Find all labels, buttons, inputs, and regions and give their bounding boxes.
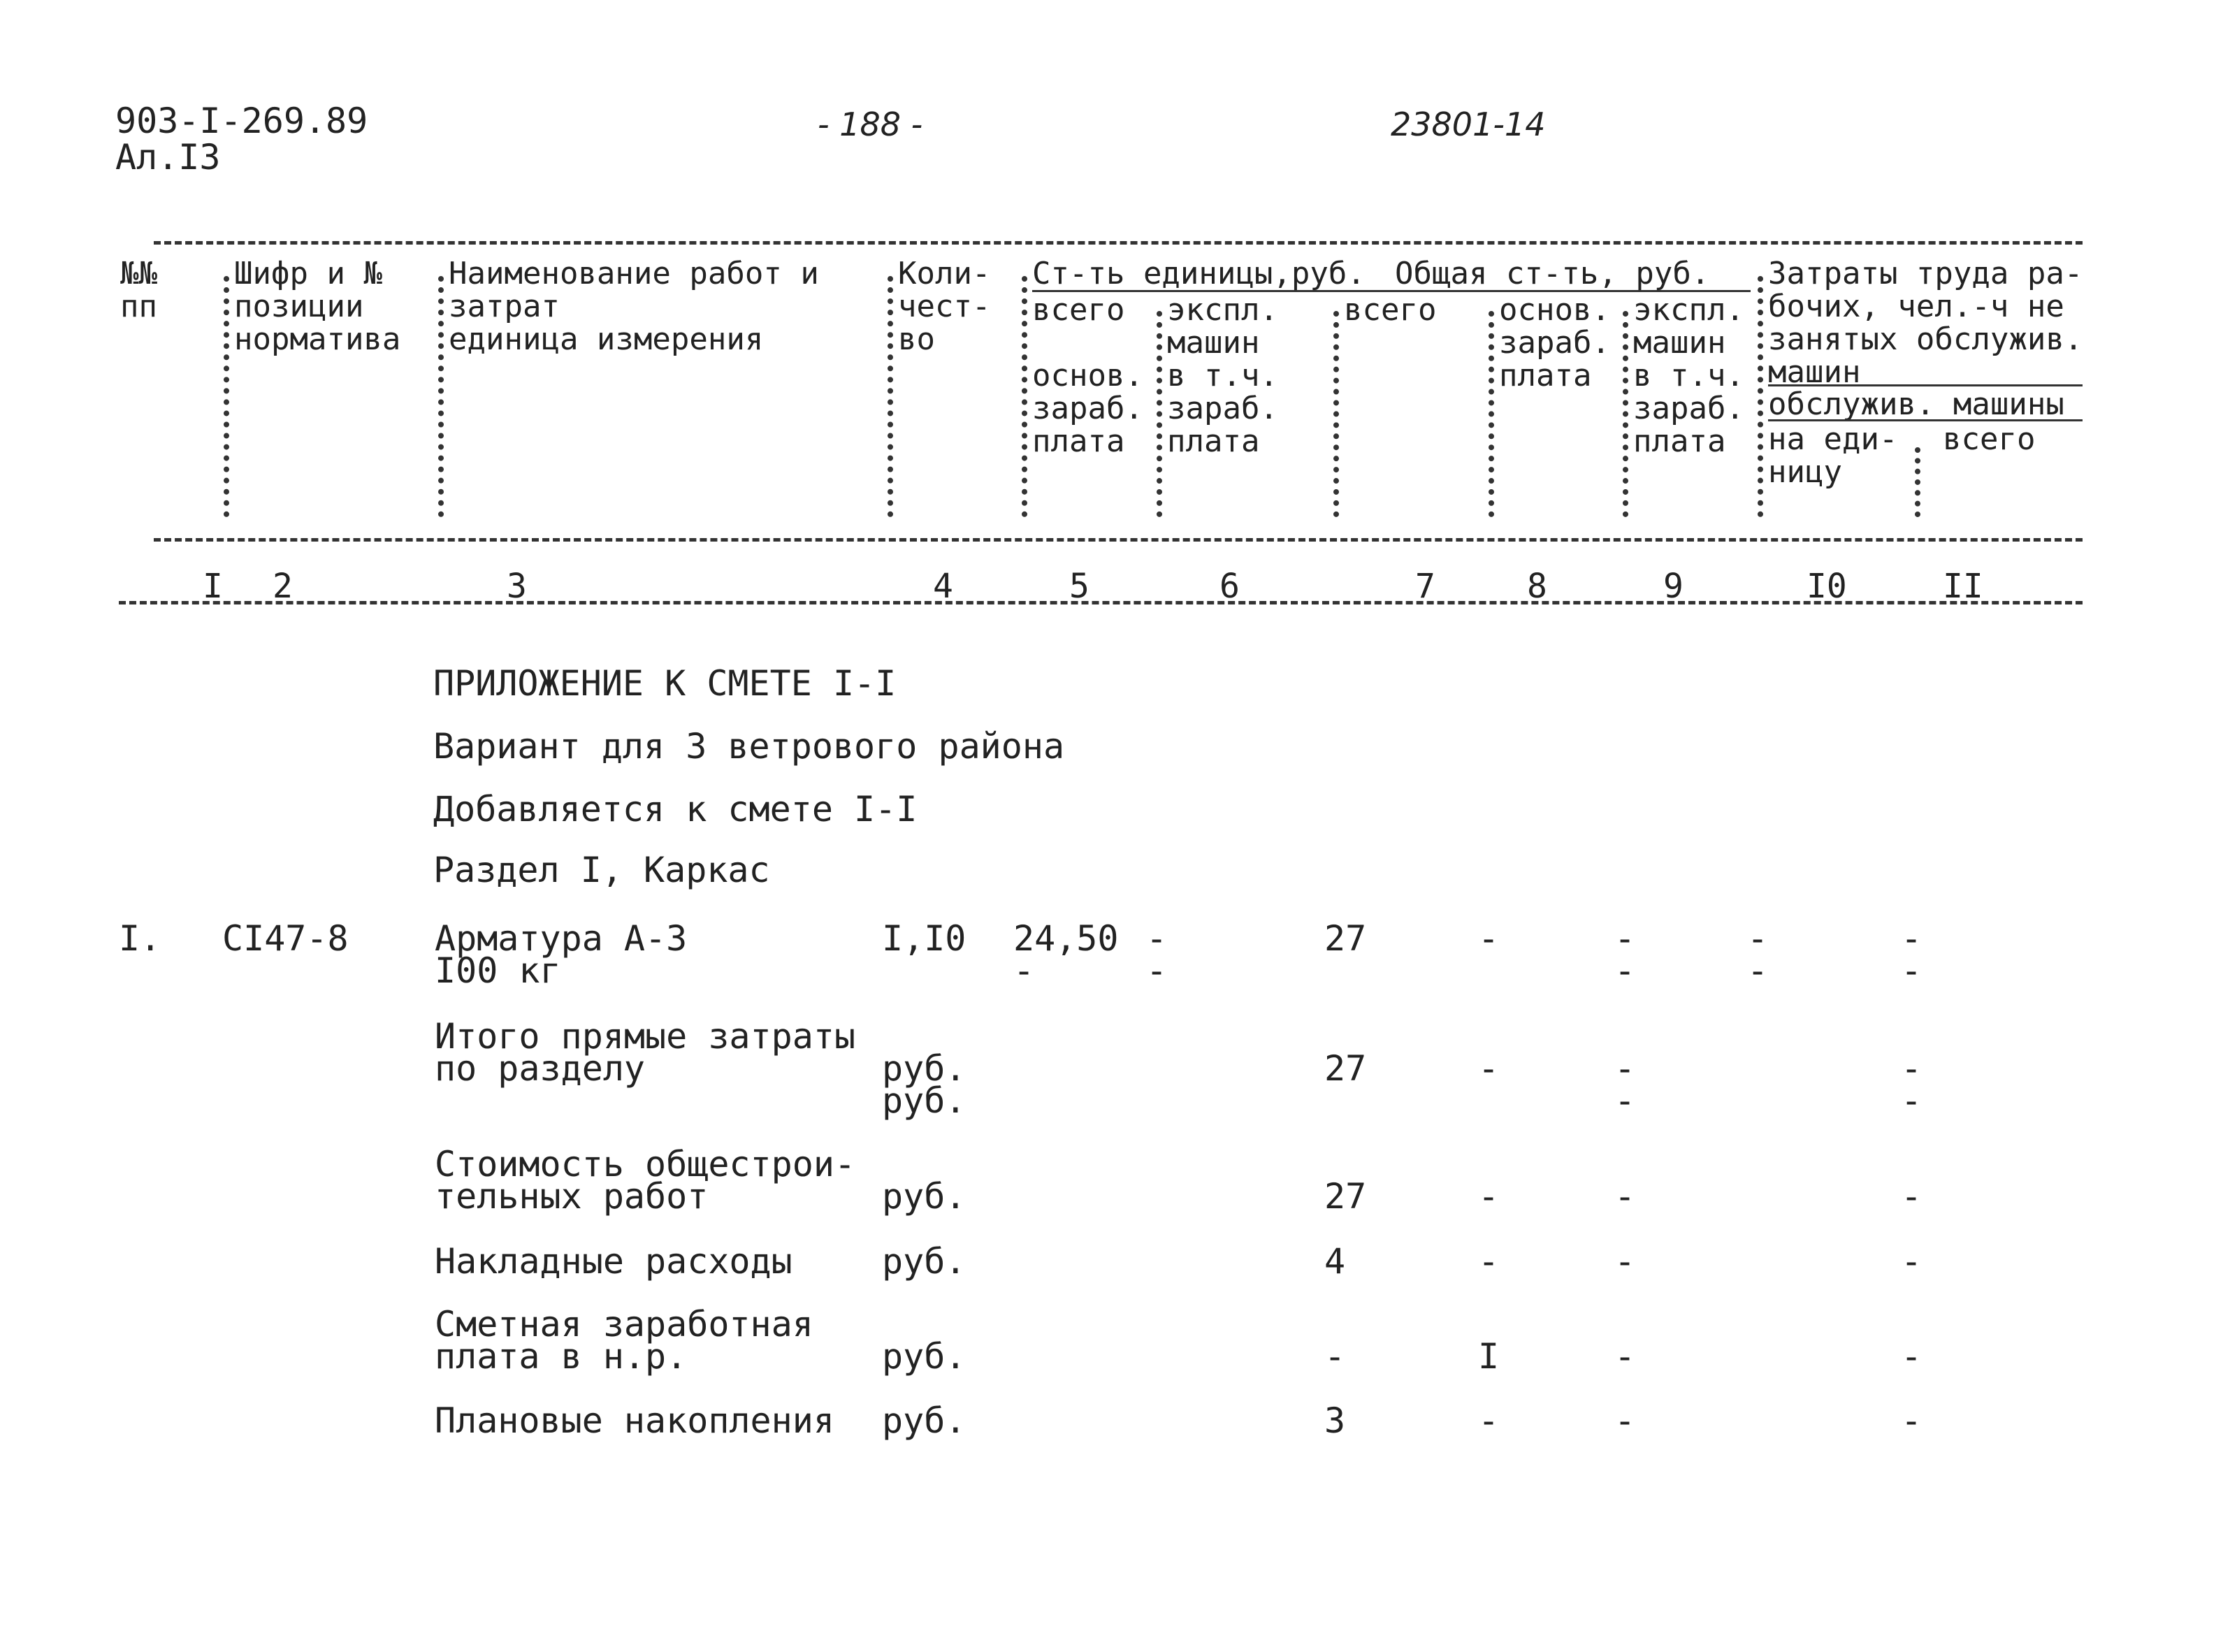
row-3-labor-total: - (1901, 1176, 1923, 1217)
row-5-total-wages: I (1478, 1336, 1500, 1377)
row-6-name: Плановые накопления (435, 1400, 834, 1441)
added-to-estimate-heading: Добавляется к смете I-I (433, 789, 918, 829)
header-labor-group: Затраты труда ра- бочих, чел.-ч не занятых обслужив. машин (1768, 256, 2083, 390)
row-1-code: CI47-8 (222, 918, 349, 959)
column-number-6: 6 (1219, 567, 1240, 606)
row-2-total-wages: - (1478, 1048, 1500, 1089)
row-1-total: 27 (1324, 918, 1367, 959)
row-4-labor-total: - (1901, 1241, 1923, 1282)
column-number-10: I0 (1807, 567, 1847, 606)
row-3-unit: руб. (882, 1176, 966, 1217)
row-3-total-wages: - (1478, 1176, 1500, 1217)
row-4-unit: руб. (882, 1241, 966, 1282)
col-separator-11 (1915, 447, 1926, 517)
header-col-1: №№ пп (120, 256, 157, 324)
header-col-8: основ. зараб. плата (1499, 292, 1610, 393)
col-separator-2 (224, 276, 235, 517)
header-total-cost-group: Общая ст-ть, руб. (1395, 256, 1710, 291)
row-6-total-machines: - (1614, 1400, 1636, 1441)
header-top-rule (154, 241, 2083, 245)
col-separator-5 (1022, 276, 1033, 517)
column-number-7: 7 (1415, 567, 1435, 606)
col-separator-4 (888, 276, 899, 517)
header-col-2: Шифр и № позиции норматива (234, 256, 401, 357)
row-4-total-machines: - (1614, 1241, 1636, 1282)
page-number: - 188 - (818, 106, 923, 143)
section-heading: Раздел I, Каркас (433, 850, 770, 890)
row-1-total-wages: - (1478, 918, 1500, 959)
col-separator-10 (1758, 276, 1769, 517)
row-2-unit: руб. руб. (882, 1048, 966, 1121)
col-separator-9 (1623, 311, 1634, 517)
column-number-1: I (203, 567, 223, 606)
appendix-heading: ПРИЛОЖЕНИЕ К СМЕТЕ I-I (433, 663, 897, 704)
row-5-unit: руб. (882, 1336, 966, 1377)
column-number-2: 2 (273, 567, 293, 606)
column-number-4: 4 (933, 567, 953, 606)
column-number-8: 8 (1527, 567, 1547, 606)
header-col-9: экспл. машин в т.ч. зараб. плата (1633, 292, 1744, 459)
row-1-labor-per-unit: - - (1747, 918, 1769, 991)
row-3-total-machines: - (1614, 1176, 1636, 1217)
column-number-9: 9 (1663, 567, 1684, 606)
col-separator-3 (438, 276, 449, 517)
header-bottom-rule (154, 538, 2083, 542)
row-5-total-machines: - (1614, 1336, 1636, 1377)
archive-number: 23801-14 (1391, 106, 1546, 143)
row-1-quantity: I,I0 (882, 918, 966, 959)
row-5-name: Сметная заработная плата в н.р. (435, 1304, 813, 1377)
row-3-name: Стоимость общестрои- тельных работ (435, 1144, 856, 1217)
header-col-10: на еди- ницу (1768, 421, 1898, 490)
row-1-unit-machines: - - (1146, 918, 1168, 991)
row-1-total-machines: - - (1614, 918, 1636, 991)
variant-heading: Вариант для 3 ветрового района (433, 726, 1065, 767)
row-1-labor-total: - - (1901, 918, 1923, 991)
header-col-6: экспл. машин в т.ч. зараб. плата (1167, 292, 1278, 459)
row-1-number: I. (119, 918, 161, 959)
row-1-unit-total: 24,50 - (1013, 918, 1119, 991)
row-6-labor-total: - (1901, 1400, 1923, 1441)
column-number-3: 3 (507, 567, 527, 606)
header-labor-subgroup: обслужив. машины (1768, 386, 2064, 422)
header-col-3: Наименование работ и затрат единица измерения (449, 256, 819, 357)
row-6-total-wages: - (1478, 1400, 1500, 1441)
row-5-labor-total: - (1901, 1336, 1923, 1377)
row-2-total-machines: - - (1614, 1048, 1636, 1121)
row-4-name: Накладные расходы (435, 1241, 792, 1282)
row-2-labor-total: - - (1901, 1048, 1923, 1121)
column-number-rule (119, 601, 2083, 604)
header-col-4: Коли- чест- во (898, 256, 991, 357)
row-5-total: - (1324, 1336, 1346, 1377)
document-code: 903-I-269.89 (115, 101, 368, 141)
header-col-5: всего основ. зараб. плата (1032, 292, 1143, 459)
column-number-5: 5 (1069, 567, 1089, 606)
sheet-label: Ал.I3 (115, 137, 221, 177)
row-6-total: 3 (1324, 1400, 1346, 1441)
col-separator-8 (1489, 311, 1500, 517)
col-separator-7 (1333, 311, 1345, 517)
row-3-total: 27 (1324, 1176, 1367, 1217)
row-2-total: 27 (1324, 1048, 1367, 1089)
row-4-total-wages: - (1478, 1241, 1500, 1282)
column-number-11: II (1943, 567, 1983, 606)
header-unit-cost-group: Ст-ть единицы,руб. (1032, 256, 1366, 291)
row-4-total: 4 (1324, 1241, 1346, 1282)
header-col-7: всего (1344, 292, 1437, 328)
header-col-11: всего (1943, 421, 2036, 457)
row-1-name: Арматура А-3 I00 кг (435, 918, 688, 991)
row-6-unit: руб. (882, 1400, 966, 1441)
col-separator-6 (1157, 311, 1168, 517)
row-2-name: Итого прямые затраты по разделу (435, 1016, 856, 1089)
